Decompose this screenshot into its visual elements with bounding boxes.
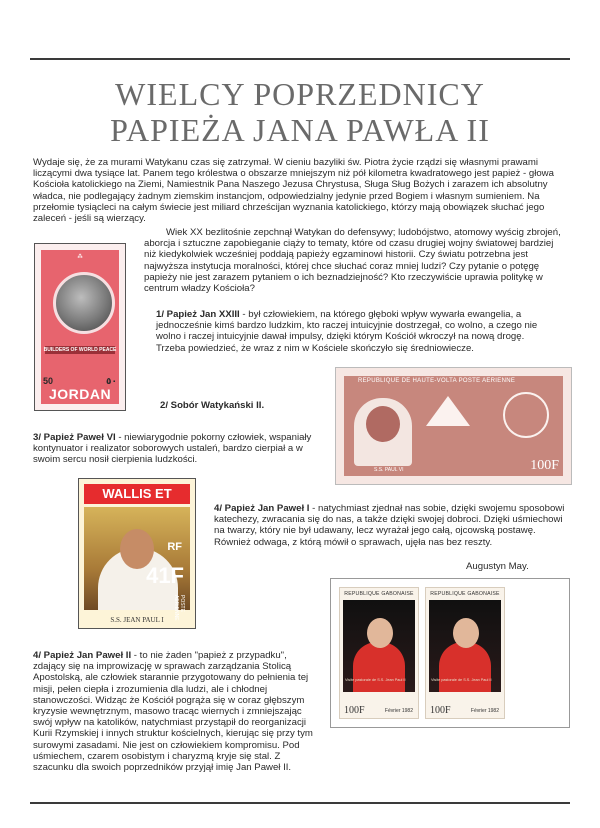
section-john-paul-ii [33, 650, 313, 773]
author: Augustyn May. [466, 561, 529, 572]
section-john-paul-ii-heading: 4/ Papież Jan Paweł II [33, 650, 132, 661]
stamp-jordan-frame [41, 250, 119, 404]
title-line-1: WIELCY POPRZEDNICY [115, 76, 485, 112]
stamp-gabon-right-value: 100F [430, 705, 451, 716]
un-emblem-icon [503, 392, 549, 438]
stamp-gabon-left-year: Février 1982 [384, 708, 413, 714]
stamp-gabon-pair [330, 578, 570, 728]
section-john-xxiii-heading: 1/ Papież Jan XXIII [156, 309, 240, 320]
pope-head-icon [453, 618, 479, 648]
pope-portrait-icon [53, 272, 115, 334]
stamp-haute-volta-header: REPUBLIQUE DE HAUTE-VOLTA POSTE AERIENNE [358, 378, 516, 384]
stamp-wallis-value: 41F [146, 563, 184, 588]
section-john-xxiii-text: - był człowiekiem, na którego głęboki wpływ wywarła ewangelia, a jednocześnie kimś bardzo ludzkim, kto raczej intuicyjnie dostrzegał, co wolno, a czego nie wolno i raczej intuicyjnie dawał impulsy, dzięki którym Kościół wkroczył na nową drogę. Trzeba powiedzieć, że wraz z nim w Kościele skończyło się średniowiecze. [156, 309, 538, 354]
stamp-haute-volta-frame [344, 376, 563, 476]
bottom-rule [30, 802, 570, 804]
page-title [30, 76, 570, 148]
stamp-haute-volta [335, 367, 572, 485]
section-paul-vi-heading: 3/ Papież Paweł VI [33, 432, 116, 443]
stamp-wallis-caption: S.S. JEAN PAUL I [110, 616, 164, 624]
intro-paragraph-1: Wydaje się, że za murami Watykanu czas się zatrzymał. W cieniu bazyliki św. Piotra życie rządzi się własnymi prawami liczącymi dwa tysiące lat. Panem tego królestwa o obszarze mniejszym niż pół kilometra kwadratowego jest papież - głowa Kościoła katolickiego na Ziemi, Namiestnik Pana Naszego Jezusa Chrystusa, Sługa Sług Bożych i zarazem ich absolutny władca, nie podlegający żadnym ziemskim instancjom, odpowiedzialny jedynie przed Bogiem i własnym sumieniem. Na przełomie tysiącleci na całym świecie jest miliard chrześcijan wyznania katolickiego, którzy mają obowiązek słuchać jego zaleceń - jeśli są wierzący. [33, 157, 554, 225]
stamp-jordan-country: JORDAN [48, 386, 112, 402]
stamp-gabon-right-year: Février 1982 [470, 708, 499, 714]
section-john-paul-i-heading: 4/ Papież Jan Paweł I [214, 503, 310, 514]
stamp-wallis-futuna [78, 478, 196, 629]
stamp-jordan-value-right: ٥٠ [106, 376, 117, 386]
stamp-jordan-top-text: ⁂ [77, 254, 83, 260]
top-rule [30, 58, 570, 60]
stamp-gabon-left-header: REPUBLIQUE GABONAISE [344, 591, 414, 597]
intro-paragraph-2: Wiek XX bezlitośnie zepchnął Watykan do defensywy; ludobójstwo, atomowy wyścig zbrojeń, aborcja i sztuczne zapobieganie ciąży to tematy, które od czasu drugiej wojny światowej bardziej niż kiedykolwiek wcześniej poddają papieży egzaminowi historii. Czy światu potrzebna jest najwyższa instytucja moralności, której chce słuchać coraz mniej ludzi? Czy pytanie o potęgę papieży nie jest zarazem pytaniem o ich beznadziejność? Kto rzeczywiście uprawia politykę w centrum władzy Kościoła? [144, 227, 561, 295]
pope-face-icon [366, 406, 400, 442]
dove-icon [426, 396, 470, 426]
stamp-haute-volta-value: 100F [530, 458, 559, 473]
pope-robe-icon [353, 642, 405, 692]
stamp-wallis-rf: RF [167, 541, 182, 553]
stamp-wallis-service: POSTE AERIENNE [173, 595, 185, 621]
section-vatican-ii [160, 400, 264, 411]
stamp-gabon-right-caption: Visite pastorale de S.S. Jean Paul II [431, 678, 492, 682]
section-john-xxiii [156, 309, 544, 354]
stamp-jordan-value-left: 50 [43, 376, 54, 386]
stamp-haute-volta-bottom: S.S. PAUL VI [374, 467, 404, 473]
stamp-gabon-left [339, 587, 419, 719]
stamp-gabon-right-header: REPUBLIQUE GABONAISE [430, 591, 500, 597]
title-line-2: PAPIEŻA JANA PAWŁA II [110, 112, 490, 148]
stamp-jordan-builders: BUILDERS OF WORLD PEACE [43, 347, 117, 353]
pope-head-icon [367, 618, 393, 648]
section-john-paul-i [214, 503, 566, 548]
stamp-jordan [34, 243, 126, 411]
section-paul-vi [33, 432, 323, 466]
section-vatican-ii-heading: 2/ Sobór Watykański II. [160, 400, 265, 411]
stamp-wallis-country: WALLIS ET [84, 484, 190, 504]
section-paul-vi-text: - niewiarygodnie pokorny człowiek, wspaniały kontynuator i realizator soborowych ustaleń, bardzo cierpiał a w swoim sercu nosił cierpienia ludzkości. [33, 432, 312, 466]
stamp-gabon-left-value: 100F [344, 705, 365, 716]
stamp-gabon-left-caption: Visite pastorale de S.S. Jean Paul II [345, 678, 406, 682]
stamp-gabon-right [425, 587, 505, 719]
section-john-paul-ii-text: - to nie żaden "papież z przypadku", zdający się na improwizację w sprawach zarządzania Stolicą Apostolską, ale człowiek starannie przygotowany do pełnienia tej misji, pełen ciepła i zrozumienia dla ludzi, ale i chłodnej stanowczości. Widząc że Kościół pogrąża się w coraz głębszym kryzysie wewnętrznym, masowo tracąc wiernych i zmniejszając swój wpływ na katolików, natychmiast przystąpił do reorganizacji Kurii Rzymskiej i innych struktur kościelnych, kierując się przy tym surowymi zasadami. Nie jest on człowiekiem kompromisu. Pod uśmiechem, czarem osobistym i charyzmą kryje się stal. Z szacunku dla swoich poprzedników przyjął imię Jan Paweł II. [33, 650, 313, 774]
section-john-paul-i-text: - natychmiast zjednał nas sobie, dzięki swojemu sposobowi katechezy, zwracania się do nas, a także dzięki swojej dobroci. Dzięki uśmiechowi na twarzy, który nie był udawany, lecz wyrażał jego całą, ojcowską postawę. Również odwaga, z którą mówił o sprawach, ujęła nas bez reszty. [214, 503, 565, 548]
pope-robe-icon [439, 642, 491, 692]
